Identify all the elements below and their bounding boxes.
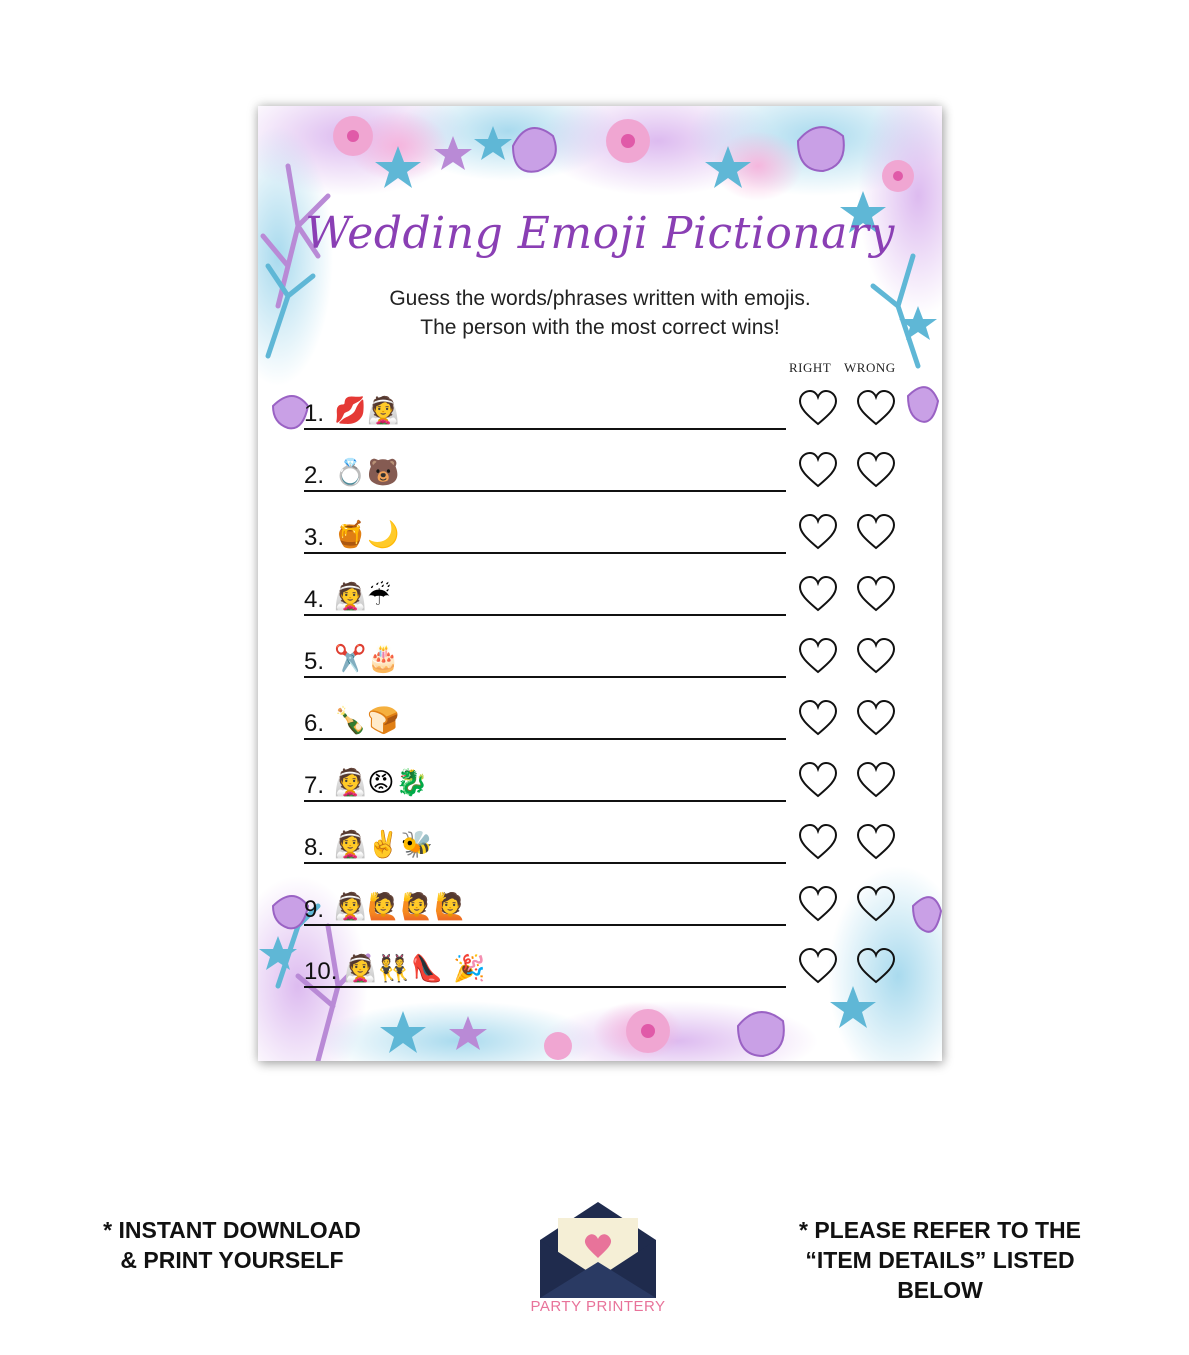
item-number: 10.	[304, 958, 338, 985]
answer-row	[304, 554, 924, 616]
emoji-clue: 👰🙋🙋🙋	[334, 892, 468, 922]
emoji-clue: 👰😡🐉	[334, 768, 429, 798]
page-title: Wedding Emoji Pictionary	[305, 208, 895, 259]
heart-right-icon[interactable]	[798, 514, 838, 550]
answer-row	[304, 368, 924, 430]
column-header-right: RIGHT	[789, 360, 832, 375]
game-card	[258, 106, 942, 1061]
answer-row	[304, 678, 924, 740]
heart-right-icon[interactable]	[798, 638, 838, 674]
heart-wrong-icon[interactable]	[856, 700, 896, 736]
footer-left-line-1: * INSTANT DOWNLOAD	[103, 1217, 361, 1243]
item-number: 2.	[304, 462, 325, 489]
heart-wrong-icon[interactable]	[856, 762, 896, 798]
footer-note-left	[96, 1215, 368, 1275]
answer-row	[304, 616, 924, 678]
heart-right-icon[interactable]	[798, 452, 838, 488]
answer-row	[304, 492, 924, 554]
answer-row	[304, 864, 924, 926]
answer-row	[304, 430, 924, 492]
item-number: 7.	[304, 772, 325, 799]
emoji-clue: 🍾🍞	[334, 706, 401, 736]
heart-wrong-icon[interactable]	[856, 638, 896, 674]
footer-right-line-2: “ITEM DETAILS” LISTED BELOW	[805, 1247, 1075, 1303]
footer-right-line-1: * PLEASE REFER TO THE	[798, 1217, 1081, 1243]
instruction-line-2: The person with the most correct wins!	[420, 316, 780, 339]
heart-right-icon[interactable]	[798, 700, 838, 736]
heart-right-icon[interactable]	[798, 576, 838, 612]
item-number: 8.	[304, 834, 325, 861]
item-number: 3.	[304, 524, 325, 551]
footer-left-line-2: & PRINT YOURSELF	[120, 1247, 344, 1273]
heart-right-icon[interactable]	[798, 824, 838, 860]
emoji-clue: 💋👰	[334, 396, 401, 426]
emoji-clue: 👰☔	[334, 582, 392, 612]
answer-row	[304, 740, 924, 802]
emoji-clue: 👰👯👠 🎉	[344, 954, 487, 984]
envelope-heart-icon	[538, 1200, 658, 1300]
answer-row	[304, 802, 924, 864]
item-number: 4.	[304, 586, 325, 613]
brand-logo-text: PARTY PRINTERY	[530, 1298, 666, 1315]
heart-wrong-icon[interactable]	[856, 452, 896, 488]
heart-wrong-icon[interactable]	[856, 390, 896, 426]
emoji-clue: 🍯🌙	[334, 520, 401, 550]
answer-line[interactable]	[304, 986, 786, 988]
heart-right-icon[interactable]	[798, 886, 838, 922]
footer-note-right	[760, 1215, 1120, 1305]
heart-wrong-icon[interactable]	[856, 576, 896, 612]
heart-right-icon[interactable]	[798, 762, 838, 798]
column-header-wrong: WRONG	[844, 360, 896, 375]
answer-row	[304, 926, 924, 988]
item-number: 6.	[304, 710, 325, 737]
heart-right-icon[interactable]	[798, 390, 838, 426]
item-number: 1.	[304, 400, 325, 427]
heart-right-icon[interactable]	[798, 948, 838, 984]
item-number: 9.	[304, 896, 325, 923]
emoji-clue: ✂️🎂	[334, 644, 401, 674]
heart-wrong-icon[interactable]	[856, 514, 896, 550]
emoji-clue: 💍🐻	[334, 458, 401, 488]
heart-wrong-icon[interactable]	[856, 886, 896, 922]
item-number: 5.	[304, 648, 325, 675]
instruction-line-1: Guess the words/phrases written with emojis.	[389, 287, 811, 310]
heart-wrong-icon[interactable]	[856, 824, 896, 860]
emoji-clue: 👰✌️🐝	[334, 830, 435, 860]
heart-wrong-icon[interactable]	[856, 948, 896, 984]
instructions	[258, 284, 942, 342]
